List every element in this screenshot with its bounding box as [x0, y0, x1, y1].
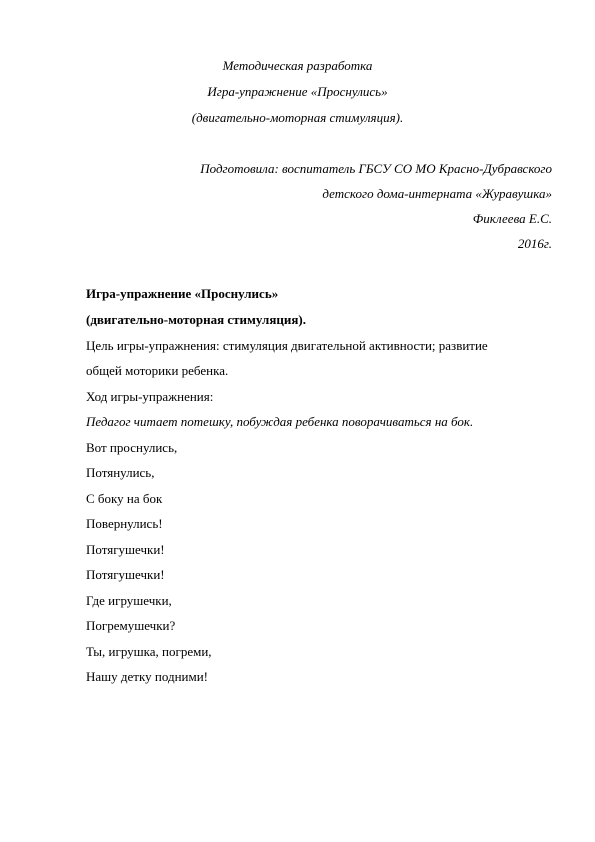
author-year: 2016г. [517, 236, 552, 251]
author-position: Подготовила: воспитатель ГБСУ СО МО Красно-Дубравского [200, 161, 552, 176]
goal-text-line-1: Цель игры-упражнения: стимуляция двигательной активности; развитие [86, 338, 488, 353]
poem-line: Где игрушечки, [86, 593, 172, 608]
poem-line: Ты, игрушка, погреми, [86, 644, 212, 659]
header-subtitle: (двигательно-моторная стимуляция). [191, 110, 404, 125]
header-title: Методическая разработка [222, 58, 373, 73]
poem-line: Потягушечки! [86, 542, 165, 557]
poem-line: Повернулись! [86, 516, 163, 531]
course-heading: Ход игры-упражнения: [86, 389, 214, 404]
poem-line: Потягушечки! [86, 567, 165, 582]
section-title: Игра-упражнение «Проснулись» [86, 286, 279, 301]
poem-line: Потянулись, [86, 465, 155, 480]
poem-line: Вот проснулись, [86, 440, 178, 455]
author-institution: детского дома-интерната «Журавушка» [322, 186, 552, 201]
poem-line: Погремушечки? [86, 618, 176, 633]
header-game-name: Игра-упражнение «Проснулись» [207, 84, 388, 99]
author-name: Фиклеева Е.С. [472, 211, 552, 226]
instruction-text: Педагог читает потешку, побуждая ребенка поворачиваться на бок. [86, 414, 474, 429]
section-subtitle: (двигательно-моторная стимуляция). [86, 312, 306, 327]
poem-line: С боку на бок [86, 491, 163, 506]
goal-text-line-2: общей моторики ребенка. [86, 363, 229, 378]
poem-line: Нашу детку подними! [86, 669, 208, 684]
